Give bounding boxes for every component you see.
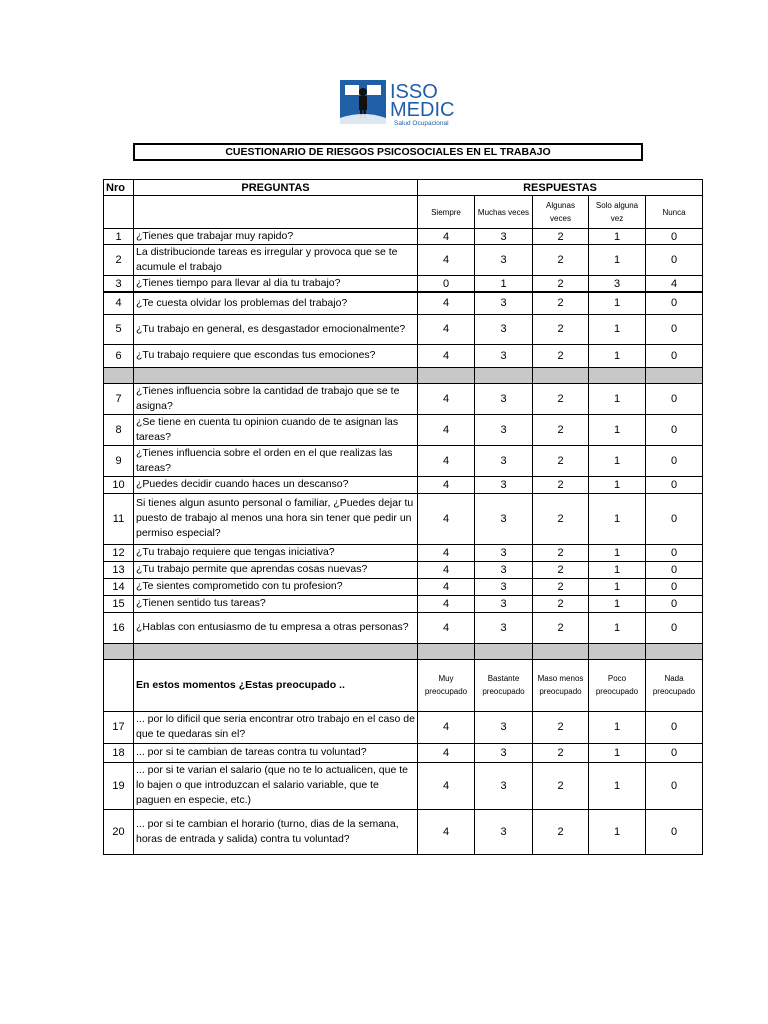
score-cell: 1 [589,314,646,344]
score-cell: 4 [418,245,475,276]
score-cell: 2 [533,493,589,544]
score-cell: 3 [475,414,533,445]
score-cell: 4 [418,809,475,854]
score-cell: 3 [475,445,533,476]
score-cell: 2 [533,743,589,762]
question-text: ¿Tu trabajo permite que aprendas cosas nuevas? [134,561,418,578]
logo-line2: MEDIC [390,99,455,121]
score-cell: 3 [589,276,646,293]
option-algunas-veces: Algunas veces [533,196,589,229]
score-cell: 2 [533,809,589,854]
question-number: 13 [104,561,134,578]
table-row [104,445,703,476]
score-cell: 1 [589,578,646,595]
score-cell: 0 [646,578,703,595]
score-cell: 3 [475,809,533,854]
score-cell: 4 [418,414,475,445]
score-cell: 2 [533,314,589,344]
score-cell: 0 [646,229,703,245]
score-cell: 0 [646,612,703,643]
table-row [104,578,703,595]
score-cell: 4 [418,711,475,743]
score-cell: 3 [475,561,533,578]
question-number: 17 [104,711,134,743]
question-number: 12 [104,544,134,561]
section-question: En estos momentos ¿Estas preocupado .. [134,659,418,711]
table-row [104,314,703,344]
question-text: ... por si te cambian de tareas contra tu voluntad? [134,743,418,762]
score-cell: 1 [589,292,646,314]
score-cell: 1 [589,544,646,561]
score-cell: 0 [418,276,475,293]
page-title: CUESTIONARIO DE RIESGOS PSICOSOCIALES EN EL TRABAJO [133,143,643,161]
option-preocupado: Poco preocupado [589,659,646,711]
options-row [104,196,703,229]
score-cell: 3 [475,762,533,809]
question-text: ¿Puedes decidir cuando haces un descanso? [134,476,418,493]
section-header-row [104,659,703,711]
score-cell: 4 [418,476,475,493]
score-cell: 0 [646,445,703,476]
question-number: 8 [104,414,134,445]
score-cell: 4 [418,544,475,561]
score-cell: 3 [475,578,533,595]
table-row [104,743,703,762]
question-number: 18 [104,743,134,762]
score-cell: 1 [589,476,646,493]
score-cell: 4 [646,276,703,293]
score-cell: 3 [475,292,533,314]
question-number: 3 [104,276,134,293]
score-cell: 2 [533,711,589,743]
question-text: ¿Tienes que trabajar muy rapido? [134,229,418,245]
score-cell: 0 [646,245,703,276]
score-cell: 2 [533,344,589,367]
score-cell: 1 [589,229,646,245]
score-cell: 0 [646,383,703,414]
option-preocupado: Muy preocupado [418,659,475,711]
score-cell: 4 [418,314,475,344]
score-cell: 2 [533,229,589,245]
score-cell: 2 [533,762,589,809]
score-cell: 3 [475,229,533,245]
score-cell: 2 [533,476,589,493]
score-cell: 3 [475,743,533,762]
table-row [104,276,703,293]
question-number: 7 [104,383,134,414]
score-cell: 3 [475,612,533,643]
question-text: ¿Tienes influencia sobre la cantidad de trabajo que se te asigna? [134,383,418,414]
score-cell: 0 [646,809,703,854]
question-text: ... por si te cambian el horario (turno, dias de la semana, horas de entrada y salida) contra tu voluntad? [134,809,418,854]
header-nro: Nro [104,180,134,196]
score-cell: 3 [475,595,533,612]
score-cell: 2 [533,612,589,643]
question-number: 14 [104,578,134,595]
score-cell: 0 [646,544,703,561]
option-siempre: Siempre [418,196,475,229]
score-cell: 1 [589,762,646,809]
table-row [104,809,703,854]
score-cell: 4 [418,229,475,245]
question-number: 16 [104,612,134,643]
question-number: 5 [104,314,134,344]
question-text: ... por si te varian el salario (que no te lo actualicen, que te lo bajen o que introduzcan el salario variable, que te paguen en especie, etc.) [134,762,418,809]
score-cell: 0 [646,344,703,367]
question-number: 1 [104,229,134,245]
question-text: ¿Tu trabajo requiere que escondas tus emociones? [134,344,418,367]
logo-line1: ISSO [390,81,438,103]
section-separator [104,367,703,383]
score-cell: 4 [418,292,475,314]
score-cell: 0 [646,561,703,578]
score-cell: 1 [589,809,646,854]
score-cell: 1 [589,445,646,476]
score-cell: 0 [646,493,703,544]
score-cell: 2 [533,383,589,414]
header-respuestas: RESPUESTAS [418,180,703,196]
score-cell: 2 [533,445,589,476]
question-number: 20 [104,809,134,854]
score-cell: 2 [533,578,589,595]
option-preocupado: Bastante preocupado [475,659,533,711]
question-number: 4 [104,292,134,314]
table-row [104,383,703,414]
score-cell: 1 [589,344,646,367]
score-cell: 2 [533,414,589,445]
question-number: 6 [104,344,134,367]
score-cell: 0 [646,476,703,493]
table-row [104,292,703,314]
questionnaire-table [103,179,703,855]
score-cell: 0 [646,743,703,762]
score-cell: 1 [589,383,646,414]
question-text: ¿Tu trabajo requiere que tengas iniciativa? [134,544,418,561]
score-cell: 4 [418,612,475,643]
score-cell: 0 [646,314,703,344]
question-number: 19 [104,762,134,809]
logo-tagline: Salud Ocupacional [394,120,449,127]
score-cell: 3 [475,476,533,493]
question-text: ¿Te cuesta olvidar los problemas del trabajo? [134,292,418,314]
question-text: ... por lo dificil que seria encontrar otro trabajo en el caso de que te quedaras sin el? [134,711,418,743]
question-text: ¿Se tiene en cuenta tu opinion cuando de te asignan las tareas? [134,414,418,445]
score-cell: 4 [418,383,475,414]
option-solo-alguna-vez: Solo alguna vez [589,196,646,229]
score-cell: 1 [589,743,646,762]
option-preocupado: Nada preocupado [646,659,703,711]
table-row [104,561,703,578]
score-cell: 1 [589,245,646,276]
score-cell: 4 [418,578,475,595]
table-row [104,762,703,809]
score-cell: 4 [418,344,475,367]
score-cell: 3 [475,383,533,414]
score-cell: 1 [589,493,646,544]
question-number: 10 [104,476,134,493]
score-cell: 4 [418,561,475,578]
score-cell: 4 [418,445,475,476]
score-cell: 2 [533,544,589,561]
score-cell: 1 [589,711,646,743]
score-cell: 4 [418,493,475,544]
score-cell: 0 [646,762,703,809]
option-nunca: Nunca [646,196,703,229]
section-separator [104,643,703,659]
score-cell: 0 [646,595,703,612]
score-cell: 4 [418,743,475,762]
score-cell: 3 [475,314,533,344]
table-row [104,595,703,612]
table-row [104,493,703,544]
table-row [104,414,703,445]
score-cell: 0 [646,414,703,445]
table-row [104,344,703,367]
question-number: 9 [104,445,134,476]
isso-medic-logo [339,78,467,128]
question-text: Si tienes algun asunto personal o familiar, ¿Puedes dejar tu puesto de trabajo al menos una hora sin tener que pedir un permiso especial? [134,493,418,544]
score-cell: 3 [475,245,533,276]
question-text: ¿Hablas con entusiasmo de tu empresa a otras personas? [134,612,418,643]
score-cell: 1 [475,276,533,293]
score-cell: 2 [533,595,589,612]
score-cell: 3 [475,544,533,561]
score-cell: 1 [589,595,646,612]
question-number: 2 [104,245,134,276]
score-cell: 3 [475,344,533,367]
score-cell: 3 [475,711,533,743]
table-row [104,245,703,276]
question-text: ¿Tienes influencia sobre el orden en el que realizas las tareas? [134,445,418,476]
score-cell: 4 [418,595,475,612]
table-row [104,229,703,245]
score-cell: 2 [533,292,589,314]
score-cell: 2 [533,561,589,578]
question-text: ¿Tienes tiempo para llevar al dia tu trabajo? [134,276,418,293]
score-cell: 0 [646,292,703,314]
score-cell: 1 [589,414,646,445]
score-cell: 2 [533,245,589,276]
table-row [104,711,703,743]
table-row [104,544,703,561]
question-number: 11 [104,493,134,544]
score-cell: 3 [475,493,533,544]
score-cell: 2 [533,276,589,293]
option-muchas-veces: Muchas veces [475,196,533,229]
score-cell: 4 [418,762,475,809]
score-cell: 1 [589,612,646,643]
header-preguntas: PREGUNTAS [134,180,418,196]
question-number: 15 [104,595,134,612]
question-text: ¿Tu trabajo en general, es desgastador emocionalmente? [134,314,418,344]
table-row [104,476,703,493]
score-cell: 0 [646,711,703,743]
question-text: La distribucionde tareas es irregular y provoca que se te acumule el trabajo [134,245,418,276]
question-text: ¿Te sientes comprometido con tu profesion? [134,578,418,595]
question-text: ¿Tienen sentido tus tareas? [134,595,418,612]
option-preocupado: Maso menos preocupado [533,659,589,711]
table-row [104,612,703,643]
score-cell: 1 [589,561,646,578]
